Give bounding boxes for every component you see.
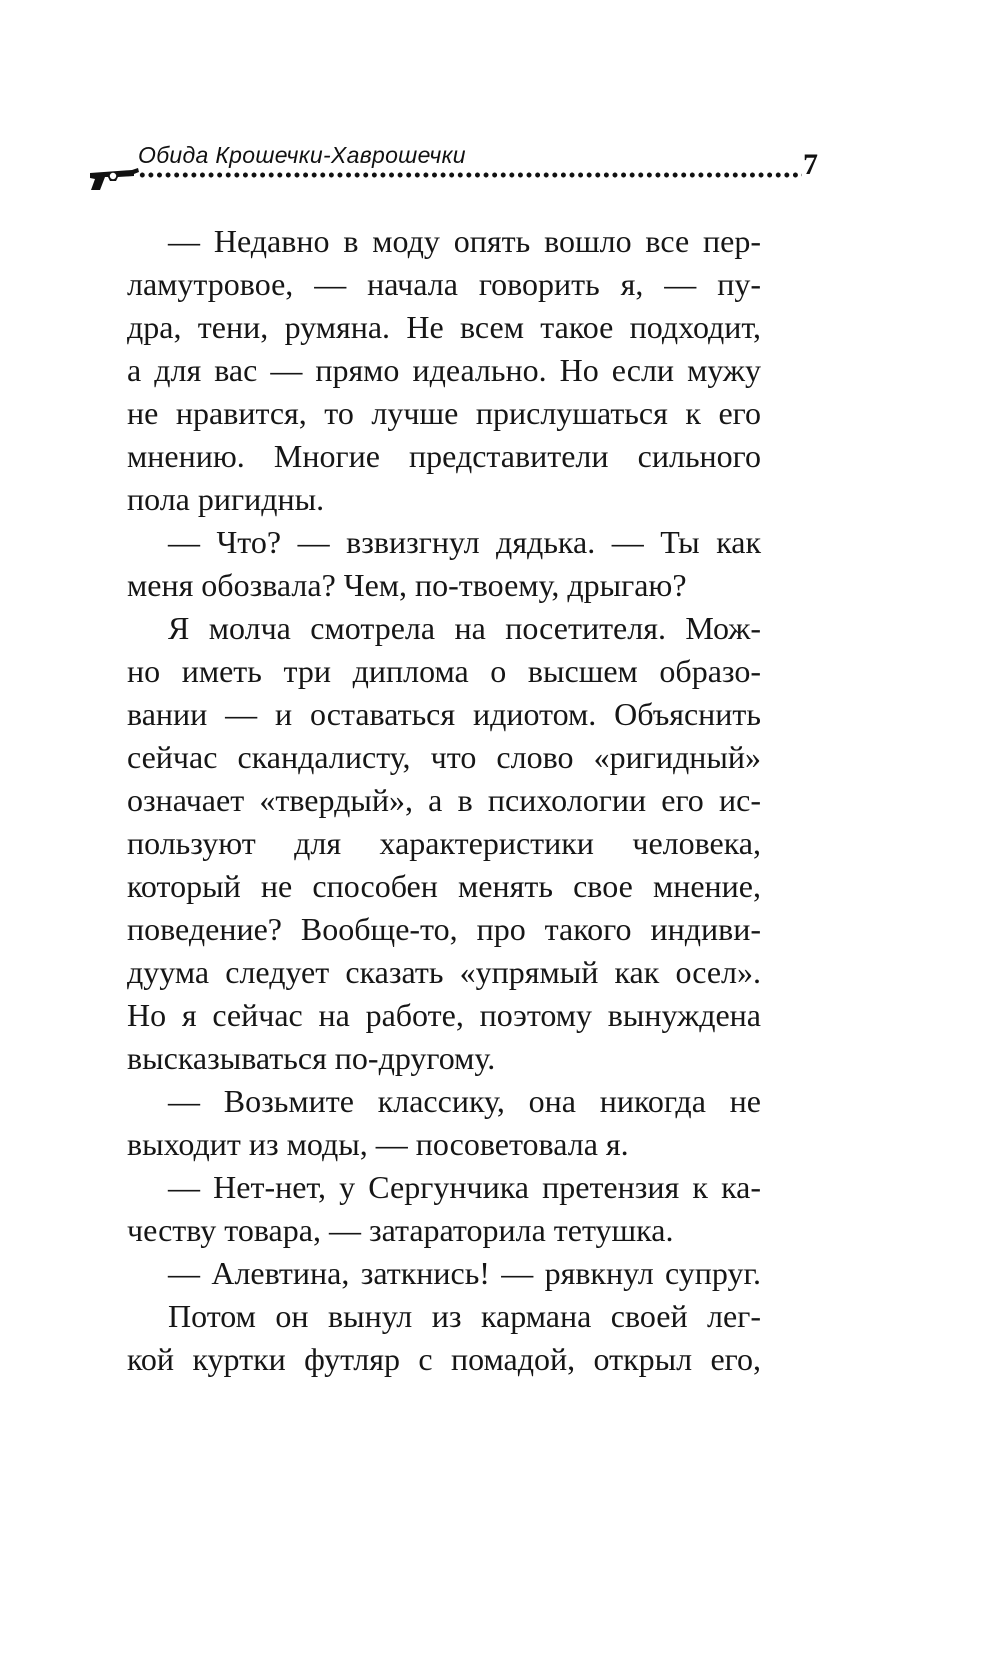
text-line: дуума следует сказать «упрямый как осел». [127,954,761,990]
text-line: не нравится, то лучше прислушаться к его [127,395,761,431]
body-text [127,220,761,1381]
paragraph [127,220,761,521]
text-line: выходит из моды, — посоветовала я. [127,1126,629,1162]
paragraph [127,1166,761,1252]
text-line: кой куртки футляр с помадой, открыл его, [127,1341,761,1377]
text-line: — Нет-нет, у Сергунчика претензия к ка- [168,1169,761,1205]
text-line: пола ригидны. [127,481,325,517]
text-line: честву товара, — затараторила тетушка. [127,1212,674,1248]
text-line: Потом он вынул из кармана своей лег- [168,1298,761,1334]
page-number: 7 [803,148,818,181]
text-line: а для вас — прямо идеально. Но если мужу [127,352,761,388]
text-line: — Что? — взвизгнул дядька. — Ты как [168,524,761,560]
text-line: Но я сейчас на работе, поэтому вынуждена [127,997,761,1033]
running-header [88,142,818,198]
text-line: ламутровое, — начала говорить я, — пу- [127,266,761,302]
paragraph [127,1080,761,1166]
text-line: означает «твердый», а в психологии его ис- [127,782,761,818]
dotted-leader [138,172,802,178]
text-line: пользуют для характеристики человека, [127,825,761,861]
text-line: дра, тени, румяна. Не всем такое подходит, [127,309,761,345]
paragraph [127,521,761,607]
text-line: меня обозвала? Чем, по-твоему, дрыгаю? [127,567,687,603]
text-line: мнению. Многие представители сильного [127,438,761,474]
paragraph [127,1252,761,1295]
text-line: сейчас скандалисту, что слово «ригидный» [127,739,761,775]
text-line: Я молча смотрела на посетителя. Мож- [168,610,761,646]
paragraph [127,1295,761,1381]
text-line: высказываться по-другому. [127,1040,496,1076]
running-head-title: Обида Крошечки-Хаврошечки [138,142,466,168]
text-line: — Алевтина, заткнись! — рявкнул супруг. [168,1255,761,1291]
paragraph [127,607,761,1080]
text-line: вании — и оставаться идиотом. Объяснить [127,696,761,732]
text-line: — Возьмите классику, она никогда не [168,1083,761,1119]
text-line: который не способен менять свое мнение, [127,868,761,904]
text-line: но иметь три диплома о высшем образо- [127,653,761,689]
revolver-icon [88,164,140,192]
text-line: — Недавно в моду опять вошло все пер- [168,223,761,259]
text-line: поведение? Вообще-то, про такого индиви- [127,911,761,947]
